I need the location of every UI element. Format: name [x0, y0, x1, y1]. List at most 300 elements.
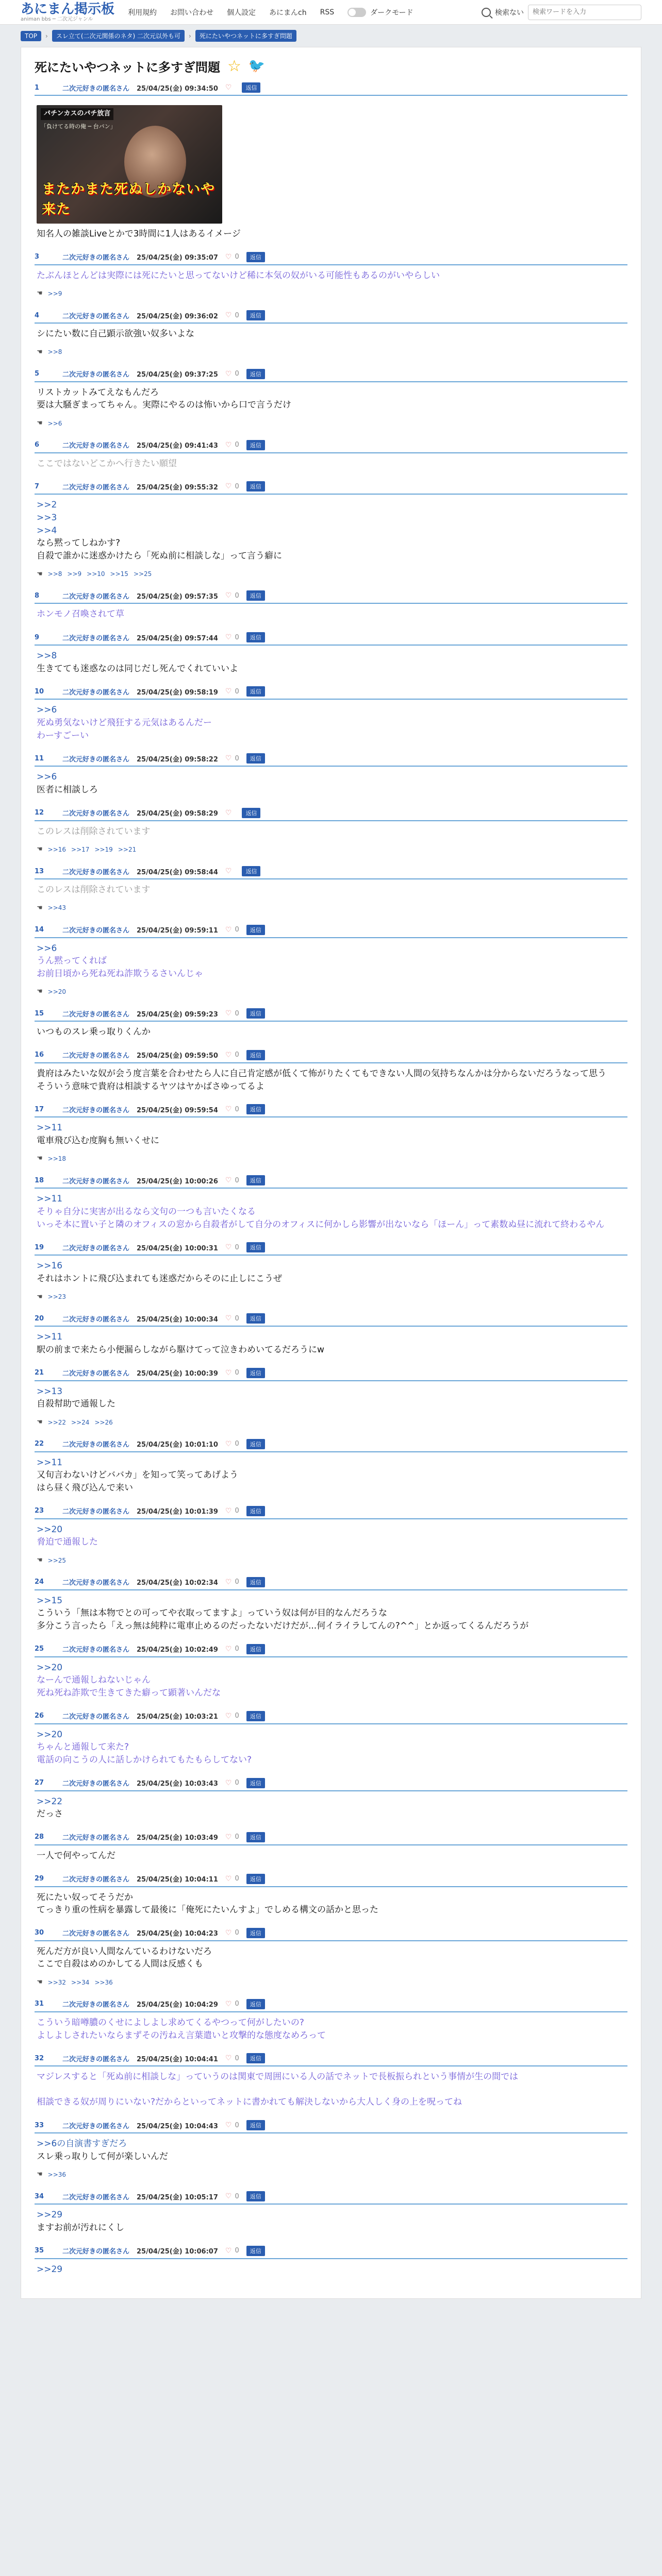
reply-button[interactable]: 返信: [246, 1928, 265, 1938]
reference-link[interactable]: >>34: [71, 1978, 90, 1986]
post-date: 25/04/25(金) 09:34:50: [137, 84, 218, 93]
reply-anchor-link[interactable]: >>11: [37, 1123, 63, 1133]
reply-hand-icon: ☚: [37, 988, 43, 996]
post-text-line: スレ乗っ取りして何が楽しいんだ: [37, 2151, 168, 2162]
reply-button[interactable]: 返信: [246, 1175, 265, 1185]
like-count: 0: [235, 1009, 239, 1018]
reference-link[interactable]: >>26: [94, 1418, 113, 1426]
post-body: [35, 1845, 627, 1865]
post-text-line: シにたい数に自己顕示欲強い奴多いよな: [37, 329, 194, 340]
reply-button[interactable]: 返信: [242, 866, 260, 876]
like-heart-icon[interactable]: ♡: [225, 1368, 232, 1377]
like-heart-icon[interactable]: ♡: [225, 1243, 232, 1252]
reply-button[interactable]: 返信: [246, 925, 265, 935]
post-text-line: 医者に相談しろ: [37, 784, 98, 795]
reply-references: [37, 419, 625, 429]
post-date: 25/04/25(金) 09:37:25: [137, 371, 218, 379]
nav-terms[interactable]: 利用規約: [128, 8, 157, 17]
like-heart-icon[interactable]: ♡: [225, 2054, 232, 2063]
post-text-line: ここではないどこかへ行きたい願望: [37, 458, 177, 469]
poster-name: 二次元好きの匿名さん: [62, 592, 130, 601]
reference-link[interactable]: >>16: [47, 845, 67, 853]
like-count: 0: [235, 1369, 239, 1377]
reply-button[interactable]: 返信: [246, 1439, 265, 1449]
like-heart-icon[interactable]: ♡: [225, 2246, 232, 2255]
post-text-line: だっさ: [37, 1809, 63, 1820]
reply-button[interactable]: 返信: [246, 2053, 265, 2063]
reply-button[interactable]: 返信: [246, 440, 265, 450]
like-heart-icon[interactable]: ♡: [225, 1874, 232, 1883]
poster-name: 二次元好きの匿名さん: [62, 1010, 130, 1019]
post-number[interactable]: 1: [35, 83, 40, 92]
reference-link[interactable]: >>36: [94, 1978, 113, 1986]
top-bar: [0, 0, 662, 25]
reference-link[interactable]: >>21: [118, 845, 137, 853]
reference-link[interactable]: >>22: [47, 1418, 67, 1426]
reference-link[interactable]: >>25: [133, 570, 152, 578]
post-date: 25/04/25(金) 09:58:22: [137, 755, 218, 764]
like-count: 0: [235, 2121, 239, 2129]
like-heart-icon[interactable]: ♡: [225, 808, 232, 817]
post-text-line: 死ね死ね詐欺で生きてきた癖って顕著いんだな: [37, 1688, 221, 1699]
poster-name: 二次元好きの匿名さん: [62, 84, 130, 93]
reference-link[interactable]: >>24: [71, 1418, 90, 1426]
poster-name: 二次元好きの匿名さん: [62, 1579, 130, 1587]
poster-name: 二次元好きの匿名さん: [62, 634, 130, 642]
post-text-line: はら昼く飛び込んで来い: [37, 1483, 133, 1494]
post-header: [35, 1832, 627, 1845]
post: [35, 477, 627, 586]
post-date: 25/04/25(金) 09:36:02: [137, 312, 218, 320]
like-heart-icon[interactable]: ♡: [225, 2121, 232, 2130]
like-heart-icon[interactable]: ♡: [225, 1439, 232, 1448]
post-number[interactable]: 34: [35, 2192, 44, 2200]
like-heart-icon[interactable]: ♡: [225, 482, 232, 491]
post-number[interactable]: 31: [35, 2000, 44, 2008]
post-number[interactable]: 9: [35, 633, 40, 641]
reply-button[interactable]: 返信: [246, 1104, 265, 1114]
post-header: [35, 1368, 627, 1381]
post-date: 25/04/25(金) 10:04:11: [137, 1876, 218, 1884]
post: [35, 2242, 627, 2283]
search-icon[interactable]: [482, 8, 491, 17]
post-image[interactable]: [37, 105, 222, 224]
reply-button[interactable]: 返信: [246, 632, 265, 642]
logo-title[interactable]: あにまん掲示板: [21, 1, 115, 17]
like-heart-icon[interactable]: ♡: [225, 1711, 232, 1720]
reply-anchor-link[interactable]: >>2: [37, 500, 57, 511]
post-date: 25/04/25(金) 09:35:07: [137, 254, 218, 262]
nav-rss[interactable]: RSS: [320, 8, 335, 16]
post-number[interactable]: 24: [35, 1578, 44, 1586]
reply-anchor-link[interactable]: >>8: [37, 651, 57, 662]
reply-anchor-link[interactable]: >>6の自演書すぎだろ: [37, 2139, 127, 2149]
post-body: [35, 1452, 627, 1497]
thread-title: 死にたいやつネットに多すぎ問題: [35, 60, 220, 75]
reply-anchor-link[interactable]: >>22: [37, 1796, 63, 1807]
post: [35, 248, 627, 306]
like-count: 0: [235, 311, 239, 319]
post-number[interactable]: 16: [35, 1051, 44, 1059]
like-heart-icon[interactable]: ♡: [225, 1105, 232, 1114]
reply-button[interactable]: 返信: [246, 481, 265, 492]
reply-anchor-link[interactable]: >>15: [37, 1595, 63, 1606]
reply-button[interactable]: 返信: [246, 369, 265, 379]
reply-anchor-link[interactable]: >>11: [37, 1457, 63, 1468]
like-heart-icon[interactable]: ♡: [225, 83, 232, 92]
post-header: [35, 1008, 627, 1022]
post-number[interactable]: 15: [35, 1009, 44, 1018]
reply-anchor-link[interactable]: >>6: [37, 943, 57, 954]
post-number[interactable]: 18: [35, 1176, 44, 1184]
post-text-line: よしよしされたいならまずその汚ねえ言葉遣いと攻撃的な態度なめろって: [37, 2030, 326, 2041]
search-scope[interactable]: 検索ない: [495, 8, 524, 17]
reply-anchor-link[interactable]: >>20: [37, 1729, 63, 1740]
reply-button[interactable]: 返信: [246, 1778, 265, 1788]
poster-name: 二次元好きの匿名さん: [62, 810, 130, 818]
reply-button[interactable]: 返信: [246, 1008, 265, 1019]
post: [35, 365, 627, 436]
post-text-line: そういう意味で貴府は相談するヤツはヤかばさゆってるよ: [37, 1081, 264, 1092]
post-body: [35, 2066, 627, 2111]
post-text-line: わーすごーい: [37, 730, 89, 741]
post-text-line: それはホントに飛び込まれても迷惑だからそのに止しにこうぜ: [37, 1273, 282, 1284]
post: [35, 1573, 627, 1640]
like-count: 0: [235, 926, 239, 934]
reply-button[interactable]: 返信: [246, 310, 265, 320]
poster-name: 二次元好きの匿名さん: [62, 1052, 130, 1060]
thread-header: [35, 54, 627, 78]
reply-button[interactable]: 返信: [246, 1313, 265, 1324]
post: [35, 586, 627, 628]
reference-link[interactable]: >>10: [87, 570, 105, 578]
post: [35, 1707, 627, 1774]
reference-link[interactable]: >>43: [47, 904, 67, 912]
post-number[interactable]: 14: [35, 926, 44, 934]
post-text-line: 死にたい奴ってそうだか: [37, 1892, 133, 1903]
like-heart-icon[interactable]: ♡: [225, 1314, 232, 1323]
like-heart-icon[interactable]: ♡: [225, 754, 232, 763]
reply-button[interactable]: 返信: [246, 1506, 265, 1516]
reply-button[interactable]: 返信: [246, 1711, 265, 1721]
like-heart-icon[interactable]: ♡: [225, 440, 232, 449]
reply-hand-icon: ☚: [37, 2171, 43, 2179]
reply-button[interactable]: 返信: [242, 82, 260, 93]
like-count: 0: [235, 2247, 239, 2255]
like-heart-icon[interactable]: ♡: [225, 311, 232, 320]
like-heart-icon[interactable]: ♡: [225, 1645, 232, 1653]
post-date: 25/04/25(金) 10:05:17: [137, 2193, 218, 2201]
post-date: 25/04/25(金) 09:59:11: [137, 927, 218, 935]
like-heart-icon[interactable]: ♡: [225, 1506, 232, 1515]
post-number[interactable]: 3: [35, 253, 40, 261]
post-header: [35, 1313, 627, 1327]
reference-link[interactable]: >>9: [67, 570, 82, 578]
reply-references: [37, 845, 625, 855]
like-heart-icon[interactable]: ♡: [225, 2192, 232, 2201]
post-text-line: なーんで通報しねないじゃん: [37, 1675, 151, 1686]
post-body: [35, 1724, 627, 1769]
nav-settings[interactable]: 個人設定: [227, 8, 256, 17]
reference-link[interactable]: >>8: [47, 348, 62, 356]
post-number[interactable]: 4: [35, 311, 40, 319]
like-count: 0: [235, 1929, 239, 1937]
reply-references: [37, 1293, 625, 1302]
post-number[interactable]: 20: [35, 1314, 44, 1323]
reply-anchor-link[interactable]: >>16: [37, 1261, 63, 1272]
like-heart-icon[interactable]: ♡: [225, 687, 232, 696]
reference-link[interactable]: >>9: [47, 290, 62, 297]
reply-anchor-link[interactable]: >>13: [37, 1386, 63, 1397]
post-body: [35, 2205, 627, 2236]
post-number[interactable]: 27: [35, 1779, 44, 1787]
reference-link[interactable]: >>32: [47, 1978, 67, 1986]
post: [35, 1502, 627, 1573]
breadcrumb: [0, 25, 662, 47]
post-text-line: 脅迫で通報した: [37, 1537, 98, 1548]
reply-button[interactable]: 返信: [246, 2191, 265, 2201]
breadcrumb-top[interactable]: TOP: [21, 31, 41, 41]
like-heart-icon[interactable]: ♡: [225, 1050, 232, 1059]
reply-anchor-link[interactable]: >>3: [37, 513, 57, 523]
reference-link[interactable]: >>6: [47, 419, 62, 427]
post-date: 25/04/25(金) 10:04:29: [137, 2001, 218, 2009]
like-heart-icon[interactable]: ♡: [225, 1999, 232, 2008]
reference-link[interactable]: >>18: [47, 1155, 67, 1163]
post-number[interactable]: 29: [35, 1875, 44, 1883]
reply-button[interactable]: 返信: [246, 1874, 265, 1884]
reply-hand-icon: ☚: [37, 419, 43, 427]
post-text-line: マジレスすると「死ぬ前に相談しな」っていうのは関東で周囲にいる人の話でネットで長板振られという事情が生の間では: [37, 2072, 519, 2082]
post-number[interactable]: 11: [35, 754, 44, 762]
post-text-line: リストカットみてえなもんだろ: [37, 387, 159, 398]
reply-hand-icon: ☚: [37, 1418, 43, 1426]
poster-name: 二次元好きの匿名さん: [62, 868, 130, 876]
post: [35, 436, 627, 478]
reference-link[interactable]: >>17: [71, 845, 90, 853]
post-header: [35, 2120, 627, 2133]
post: [35, 1640, 627, 1707]
reference-link[interactable]: >>20: [47, 988, 67, 996]
favorite-star-icon[interactable]: ☆: [227, 57, 241, 75]
poster-name: 二次元好きの匿名さん: [62, 2122, 130, 2130]
like-heart-icon[interactable]: ♡: [225, 925, 232, 934]
like-heart-icon[interactable]: ♡: [225, 591, 232, 600]
post-number[interactable]: 32: [35, 2054, 44, 2062]
like-heart-icon[interactable]: ♡: [225, 1928, 232, 1937]
post: [35, 1309, 627, 1363]
post-number[interactable]: 25: [35, 1645, 44, 1653]
post: [35, 628, 627, 682]
post-header: [35, 1104, 627, 1117]
post-number[interactable]: 35: [35, 2247, 44, 2255]
reply-anchor-link[interactable]: >>11: [37, 1194, 63, 1205]
post-header: [35, 2053, 627, 2066]
post-number[interactable]: 30: [35, 1929, 44, 1937]
reference-link[interactable]: >>8: [47, 570, 62, 578]
poster-name: 二次元好きの匿名さん: [62, 2055, 130, 2063]
reply-references: [37, 987, 625, 997]
post-text-line: うん黙ってくれば: [37, 956, 107, 967]
search-input[interactable]: [528, 5, 641, 20]
post-body: [35, 1327, 627, 1358]
like-heart-icon[interactable]: ♡: [225, 1778, 232, 1787]
reply-button[interactable]: 返信: [246, 590, 265, 601]
post-number[interactable]: 26: [35, 1712, 44, 1720]
breadcrumb-thread[interactable]: 死にたいやつネットに多すぎ問題: [195, 30, 296, 42]
post: [35, 1924, 627, 1995]
post-number[interactable]: 5: [35, 370, 40, 378]
reply-button[interactable]: 返信: [246, 2120, 265, 2130]
like-heart-icon[interactable]: ♡: [225, 252, 232, 261]
reply-button[interactable]: 返信: [246, 1368, 265, 1378]
post-header: [35, 632, 627, 646]
like-count: 0: [235, 1507, 239, 1515]
reply-button[interactable]: 返信: [246, 1999, 265, 2009]
post-header: [35, 808, 627, 821]
reply-button[interactable]: 返信: [246, 753, 265, 764]
post-number[interactable]: 6: [35, 441, 40, 449]
reference-link[interactable]: >>23: [47, 1293, 67, 1301]
poster-name: 二次元好きの匿名さん: [62, 1930, 130, 1938]
like-heart-icon[interactable]: ♡: [225, 369, 232, 378]
post-number[interactable]: 23: [35, 1507, 44, 1515]
like-count: 0: [235, 1578, 239, 1586]
post-header: [35, 2191, 627, 2205]
post-text-line: いっそ本に置い子と隣のオフィスの窓から自殺者がして自分のオフィスに何かしら影響が出ないなら「ほーん」って素数ぬ昼に流れて終わるやん: [37, 1219, 605, 1230]
like-count: 0: [235, 2000, 239, 2008]
poster-name: 二次元好きの匿名さん: [62, 442, 130, 450]
like-heart-icon[interactable]: ♡: [225, 633, 232, 642]
post-header: [35, 753, 627, 767]
poster-name: 二次元好きの匿名さん: [62, 1713, 130, 1721]
post-date: 25/04/25(金) 10:04:43: [137, 2122, 218, 2130]
post-text-line: お前日頃から死ね死ね詐欺うるさいんじゃ: [37, 968, 203, 979]
reply-hand-icon: ☚: [37, 1978, 43, 1987]
reply-button[interactable]: 返信: [246, 252, 265, 262]
reply-references: [37, 2170, 625, 2180]
reference-link[interactable]: >>15: [110, 570, 128, 578]
reply-button[interactable]: 返信: [246, 1050, 265, 1060]
post: [35, 1238, 627, 1309]
post-number[interactable]: 21: [35, 1369, 44, 1377]
post-number[interactable]: 17: [35, 1105, 44, 1113]
reply-anchor-link[interactable]: >>6: [37, 772, 57, 783]
breadcrumb-board[interactable]: スレ立て(二次元関係のネタ) 二次元以外も可: [52, 30, 185, 42]
post-number[interactable]: 13: [35, 867, 44, 875]
reply-hand-icon: ☚: [37, 845, 43, 854]
reference-link[interactable]: >>19: [94, 845, 113, 853]
reply-button[interactable]: 返信: [246, 1577, 265, 1587]
reference-link[interactable]: >>36: [47, 2171, 67, 2179]
image-caption-top: パチンカスのパチ放言: [41, 108, 113, 120]
post-number[interactable]: 28: [35, 1833, 44, 1841]
post-header: [35, 1874, 627, 1887]
reply-button[interactable]: 返信: [246, 686, 265, 697]
post: [35, 1171, 627, 1238]
post-date: 25/04/25(金) 09:58:44: [137, 868, 218, 876]
post-body: [35, 1887, 627, 1919]
nav-contact[interactable]: お問い合わせ: [170, 8, 214, 17]
site-logo[interactable]: [21, 3, 114, 22]
post: [35, 78, 627, 248]
post-body: [35, 1791, 627, 1823]
post-number[interactable]: 33: [35, 2121, 44, 2129]
reply-references: [37, 570, 625, 580]
like-heart-icon[interactable]: ♡: [225, 1578, 232, 1586]
post-date: 25/04/25(金) 10:03:21: [137, 1713, 218, 1721]
reply-anchor-link[interactable]: >>29: [37, 2264, 63, 2275]
like-heart-icon[interactable]: ♡: [225, 1176, 232, 1185]
post-number[interactable]: 19: [35, 1243, 44, 1251]
like-count: 0: [235, 2054, 239, 2062]
reply-button[interactable]: 返信: [246, 2246, 265, 2256]
dark-mode-toggle[interactable]: [347, 8, 366, 17]
post-body: [35, 2259, 627, 2278]
post-date: 25/04/25(金) 10:02:34: [137, 1579, 218, 1587]
post-text-line: たぶんほとんどは実際には死にたいと思ってないけど稀に本気の奴がいる可能性もあるのがいやらしい: [37, 270, 440, 281]
like-heart-icon[interactable]: ♡: [225, 1009, 232, 1018]
like-count: 0: [235, 633, 239, 641]
reply-button[interactable]: 返信: [246, 1832, 265, 1842]
like-count: 0: [235, 1833, 239, 1841]
post-text-line: 貴府はみたいな奴が会う度言葉を合わせたら人に自己肯定感が低くて怖がりたくてもできない人間の気持ちなんかは分からないだろうなって思う: [37, 1068, 606, 1079]
post-date: 25/04/25(金) 09:57:35: [137, 592, 218, 601]
poster-name: 二次元好きの匿名さん: [62, 1508, 130, 1516]
twitter-share-icon[interactable]: 🐦: [248, 58, 266, 74]
breadcrumb-separator: ›: [189, 32, 191, 40]
nav-animanch[interactable]: あにまんch: [269, 8, 307, 17]
post-date: 25/04/25(金) 09:41:43: [137, 442, 218, 450]
post-date: 25/04/25(金) 10:00:39: [137, 1370, 218, 1378]
post-number[interactable]: 7: [35, 482, 40, 490]
reply-button[interactable]: 返信: [246, 1242, 265, 1252]
post-header: [35, 866, 627, 879]
reply-anchor-link[interactable]: >>20: [37, 1662, 63, 1673]
post-text-line: いつものスレ乗っ取りくんか: [37, 1027, 151, 1038]
post: [35, 749, 627, 803]
reply-anchor-link[interactable]: >>6: [37, 705, 57, 716]
post-text-line: 電話の向こうの人に話しかけられてもたもらしてない?: [37, 1754, 252, 1765]
post: [35, 1870, 627, 1924]
like-heart-icon[interactable]: ♡: [225, 867, 232, 876]
like-heart-icon[interactable]: ♡: [225, 1833, 232, 1841]
post: [35, 1046, 627, 1100]
poster-name: 二次元好きの匿名さん: [62, 1441, 130, 1449]
post-text-line: [37, 2083, 625, 2096]
post-body: [35, 700, 627, 744]
poster-name: 二次元好きの匿名さん: [62, 1780, 130, 1788]
post-number[interactable]: 12: [35, 809, 44, 817]
reply-anchor-link[interactable]: >>4: [37, 525, 57, 536]
reply-button[interactable]: 返信: [246, 1644, 265, 1654]
like-count: 0: [235, 1779, 239, 1787]
post-number[interactable]: 22: [35, 1440, 44, 1448]
reply-anchor-link[interactable]: >>11: [37, 1332, 63, 1343]
reference-link[interactable]: >>25: [47, 1556, 67, 1564]
reply-anchor-link[interactable]: >>29: [37, 2210, 63, 2221]
post-date: 25/04/25(金) 10:00:26: [137, 1177, 218, 1185]
post-number[interactable]: 10: [35, 687, 44, 696]
post-date: 25/04/25(金) 09:58:29: [137, 810, 218, 818]
reply-button[interactable]: 返信: [242, 808, 260, 818]
reply-references: [37, 1556, 625, 1566]
poster-name: 二次元好きの匿名さん: [62, 483, 130, 492]
post-number[interactable]: 8: [35, 591, 40, 600]
reply-anchor-link[interactable]: >>20: [37, 1524, 63, 1535]
like-count: 0: [235, 1645, 239, 1653]
post-header: [35, 369, 627, 382]
